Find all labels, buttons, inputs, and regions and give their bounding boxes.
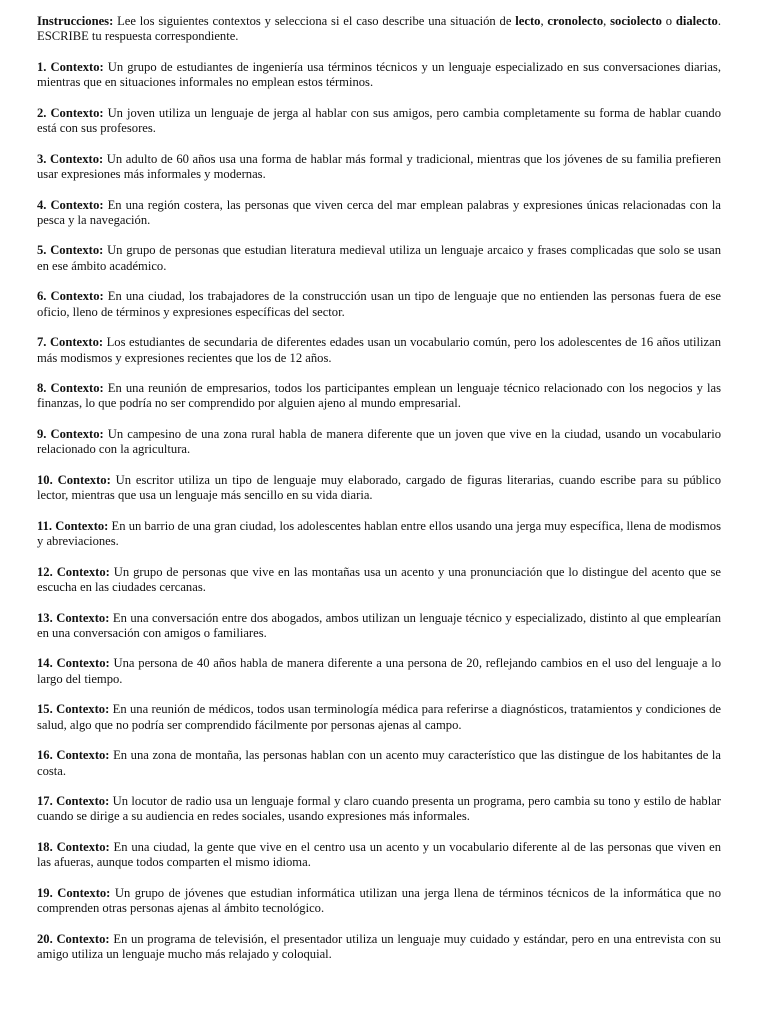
context-label: Contexto: [56,840,110,855]
context-text: En una zona de montaña, las personas hablan con un acento muy característico que las distingue de los habitantes de la costa. [37,748,721,778]
context-text: Los estudiantes de secundaria de diferentes edades usan un vocabulario común, pero los adolescentes de 16 años utilizan más modismos y expresiones recientes que los de 12 años. [37,335,721,365]
context-item [37,60,721,91]
context-text: Un escritor utiliza un tipo de lenguaje muy elaborado, cargado de figuras literarias, cuando escribe para su público lector, mientras que usa un lenguaje más sencillo en su vida diaria. [37,472,721,503]
context-item [37,289,721,320]
context-text: Un joven utiliza un lenguaje de jerga al hablar con sus amigos, pero cambia completamente su forma de hablar cuando está con sus profesores. [37,105,721,136]
context-label: Contexto: [56,564,110,579]
context-number: 6. [37,289,47,304]
context-label: Contexto: [56,794,110,809]
context-text: En una ciudad, la gente que vive en el centro usa un acento y un vocabulario diferente al de las personas que viven en las afueras, aunque todos comparten el mismo idioma. [37,840,721,870]
context-item [37,932,721,963]
document-page [37,14,721,978]
context-text: Un grupo de jóvenes que estudian informática utilizan una jerga llena de términos técnicos de la informática que no comprenden otras personas ajenas al ámbito tecnológico. [37,885,721,916]
context-label: Contexto: [57,472,111,487]
instructions-sep-2: , [603,14,611,28]
context-number: 16. [37,748,53,763]
instructions-sep-1: , [540,14,548,28]
context-label: Contexto: [56,748,110,763]
context-text: Un grupo de personas que estudian literatura medieval utiliza un lenguaje arcaico y frases complicadas que solo se usan en ese ámbito académico. [37,243,721,273]
instructions-text-1: Lee los siguientes contextos y selecciona si el caso describe una situación de [113,14,516,28]
context-text: En una región costera, las personas que viven cerca del mar emplean palabras y expresiones únicas relacionadas con la pesca y la navegación. [37,197,722,227]
context-number: 15. [37,702,53,717]
context-text: En un barrio de una gran ciudad, los adolescentes hablan entre ellos usando una jerga muy específica, llena de modismos y abreviaciones. [37,518,721,549]
context-label: Contexto: [49,335,104,350]
context-text: Un locutor de radio usa un lenguaje formal y claro cuando presenta un programa, pero cambia su tono y estilo de hablar cuando se dirige a su audiencia en redes sociales, usando expresiones más informales. [37,794,721,824]
context-text: En una reunión de médicos, todos usan terminología médica para referirse a diagnósticos, tratamientos y condiciones de salud, algo que no podría ser comprendido fácilmente por personas ajenas al campo. [37,702,721,732]
context-item [37,794,721,825]
context-number: 18. [37,840,53,855]
context-label: Contexto: [50,59,104,74]
context-item [37,381,721,412]
context-label: Contexto: [56,610,110,625]
context-number: 7. [37,335,47,350]
context-item [37,243,721,274]
context-text: En una conversación entre dos abogados, ambos utilizan un lenguaje técnico y especializado, distinto al que emplearían en una conversación con amigos o familiares. [37,610,721,640]
context-text: Una persona de 40 años habla de manera diferente a una persona de 20, reflejando cambios en el uso del lenguaje a lo largo del tiempo. [37,656,721,686]
context-label: Contexto: [50,243,104,258]
context-item [37,152,721,183]
term-dialecto: dialecto [675,14,718,28]
instructions-label: Instrucciones: [37,14,114,28]
term-lecto: lecto [515,14,541,28]
context-number: 3. [37,151,47,166]
context-text: Un grupo de personas que vive en las montañas usa un acento y una pronunciación que lo distingue del acento que se escucha en las ciudades cercanas. [37,564,721,594]
context-item [37,886,721,917]
context-item [37,106,721,137]
term-sociolecto: sociolecto [610,14,662,28]
context-label: Contexto: [50,197,104,212]
context-text: En una ciudad, los trabajadores de la construcción usan un tipo de lenguaje que no entienden las personas fuera de ese oficio, lleno de términos y expresiones específicas del sector. [37,289,721,319]
context-item [37,198,721,229]
context-item [37,702,721,733]
instructions-paragraph [37,14,721,45]
context-item [37,519,721,550]
context-label: Contexto: [50,151,104,166]
context-number: 8. [37,381,47,396]
context-label: Contexto: [57,885,111,900]
context-text: En una reunión de empresarios, todos los participantes emplean un lenguaje técnico relacionado con los negocios y las finanzas, lo que podría no ser comprendido por alguien ajeno al mundo empresarial. [37,381,722,411]
context-item [37,656,721,687]
context-label: Contexto: [50,105,104,120]
context-label: Contexto: [55,518,109,533]
context-item [37,427,721,458]
context-label: Contexto: [50,381,104,396]
context-list [37,60,721,963]
context-number: 9. [37,427,47,442]
context-number: 14. [37,656,53,671]
context-text: Un grupo de estudiantes de ingeniería usa términos técnicos y un lenguaje especializado en sus conversaciones diarias, mientras que en situaciones informales no emplean estos términos. [37,59,721,90]
instructions-text-2: . ESCRIBE tu respuesta correspondiente. [37,14,721,44]
context-number: 2. [37,105,47,120]
context-item [37,335,721,366]
context-number: 12. [37,564,53,579]
context-number: 5. [37,243,47,258]
context-label: Contexto: [50,427,104,442]
context-number: 17. [37,794,53,809]
context-label: Contexto: [56,931,110,946]
context-item [37,565,721,596]
context-label: Contexto: [50,289,104,304]
context-number: 11. [37,518,53,533]
context-item [37,611,721,642]
context-text: Un adulto de 60 años usa una forma de hablar más formal y tradicional, mientras que los jóvenes de su familia prefieren usar expresiones más informales y modernas. [37,151,721,181]
instructions-sep-3: o [661,14,676,28]
context-number: 20. [37,931,53,946]
context-item [37,473,721,504]
context-number: 1. [37,59,47,74]
context-item [37,840,721,871]
context-text: En un programa de televisión, el presentador utiliza un lenguaje muy cuidado y estándar, pero en una entrevista con su amigo utiliza un lenguaje mucho más relajado y coloquial. [37,931,721,962]
context-label: Contexto: [56,702,110,717]
context-text: Un campesino de una zona rural habla de manera diferente que un joven que vive en la ciudad, usando un vocabulario relacionado con la agricultura. [37,427,721,457]
term-cronolecto: cronolecto [547,14,604,28]
context-number: 10. [37,472,53,487]
context-number: 13. [37,610,53,625]
context-item [37,748,721,779]
context-number: 4. [37,197,47,212]
context-label: Contexto: [56,656,110,671]
context-number: 19. [37,885,53,900]
